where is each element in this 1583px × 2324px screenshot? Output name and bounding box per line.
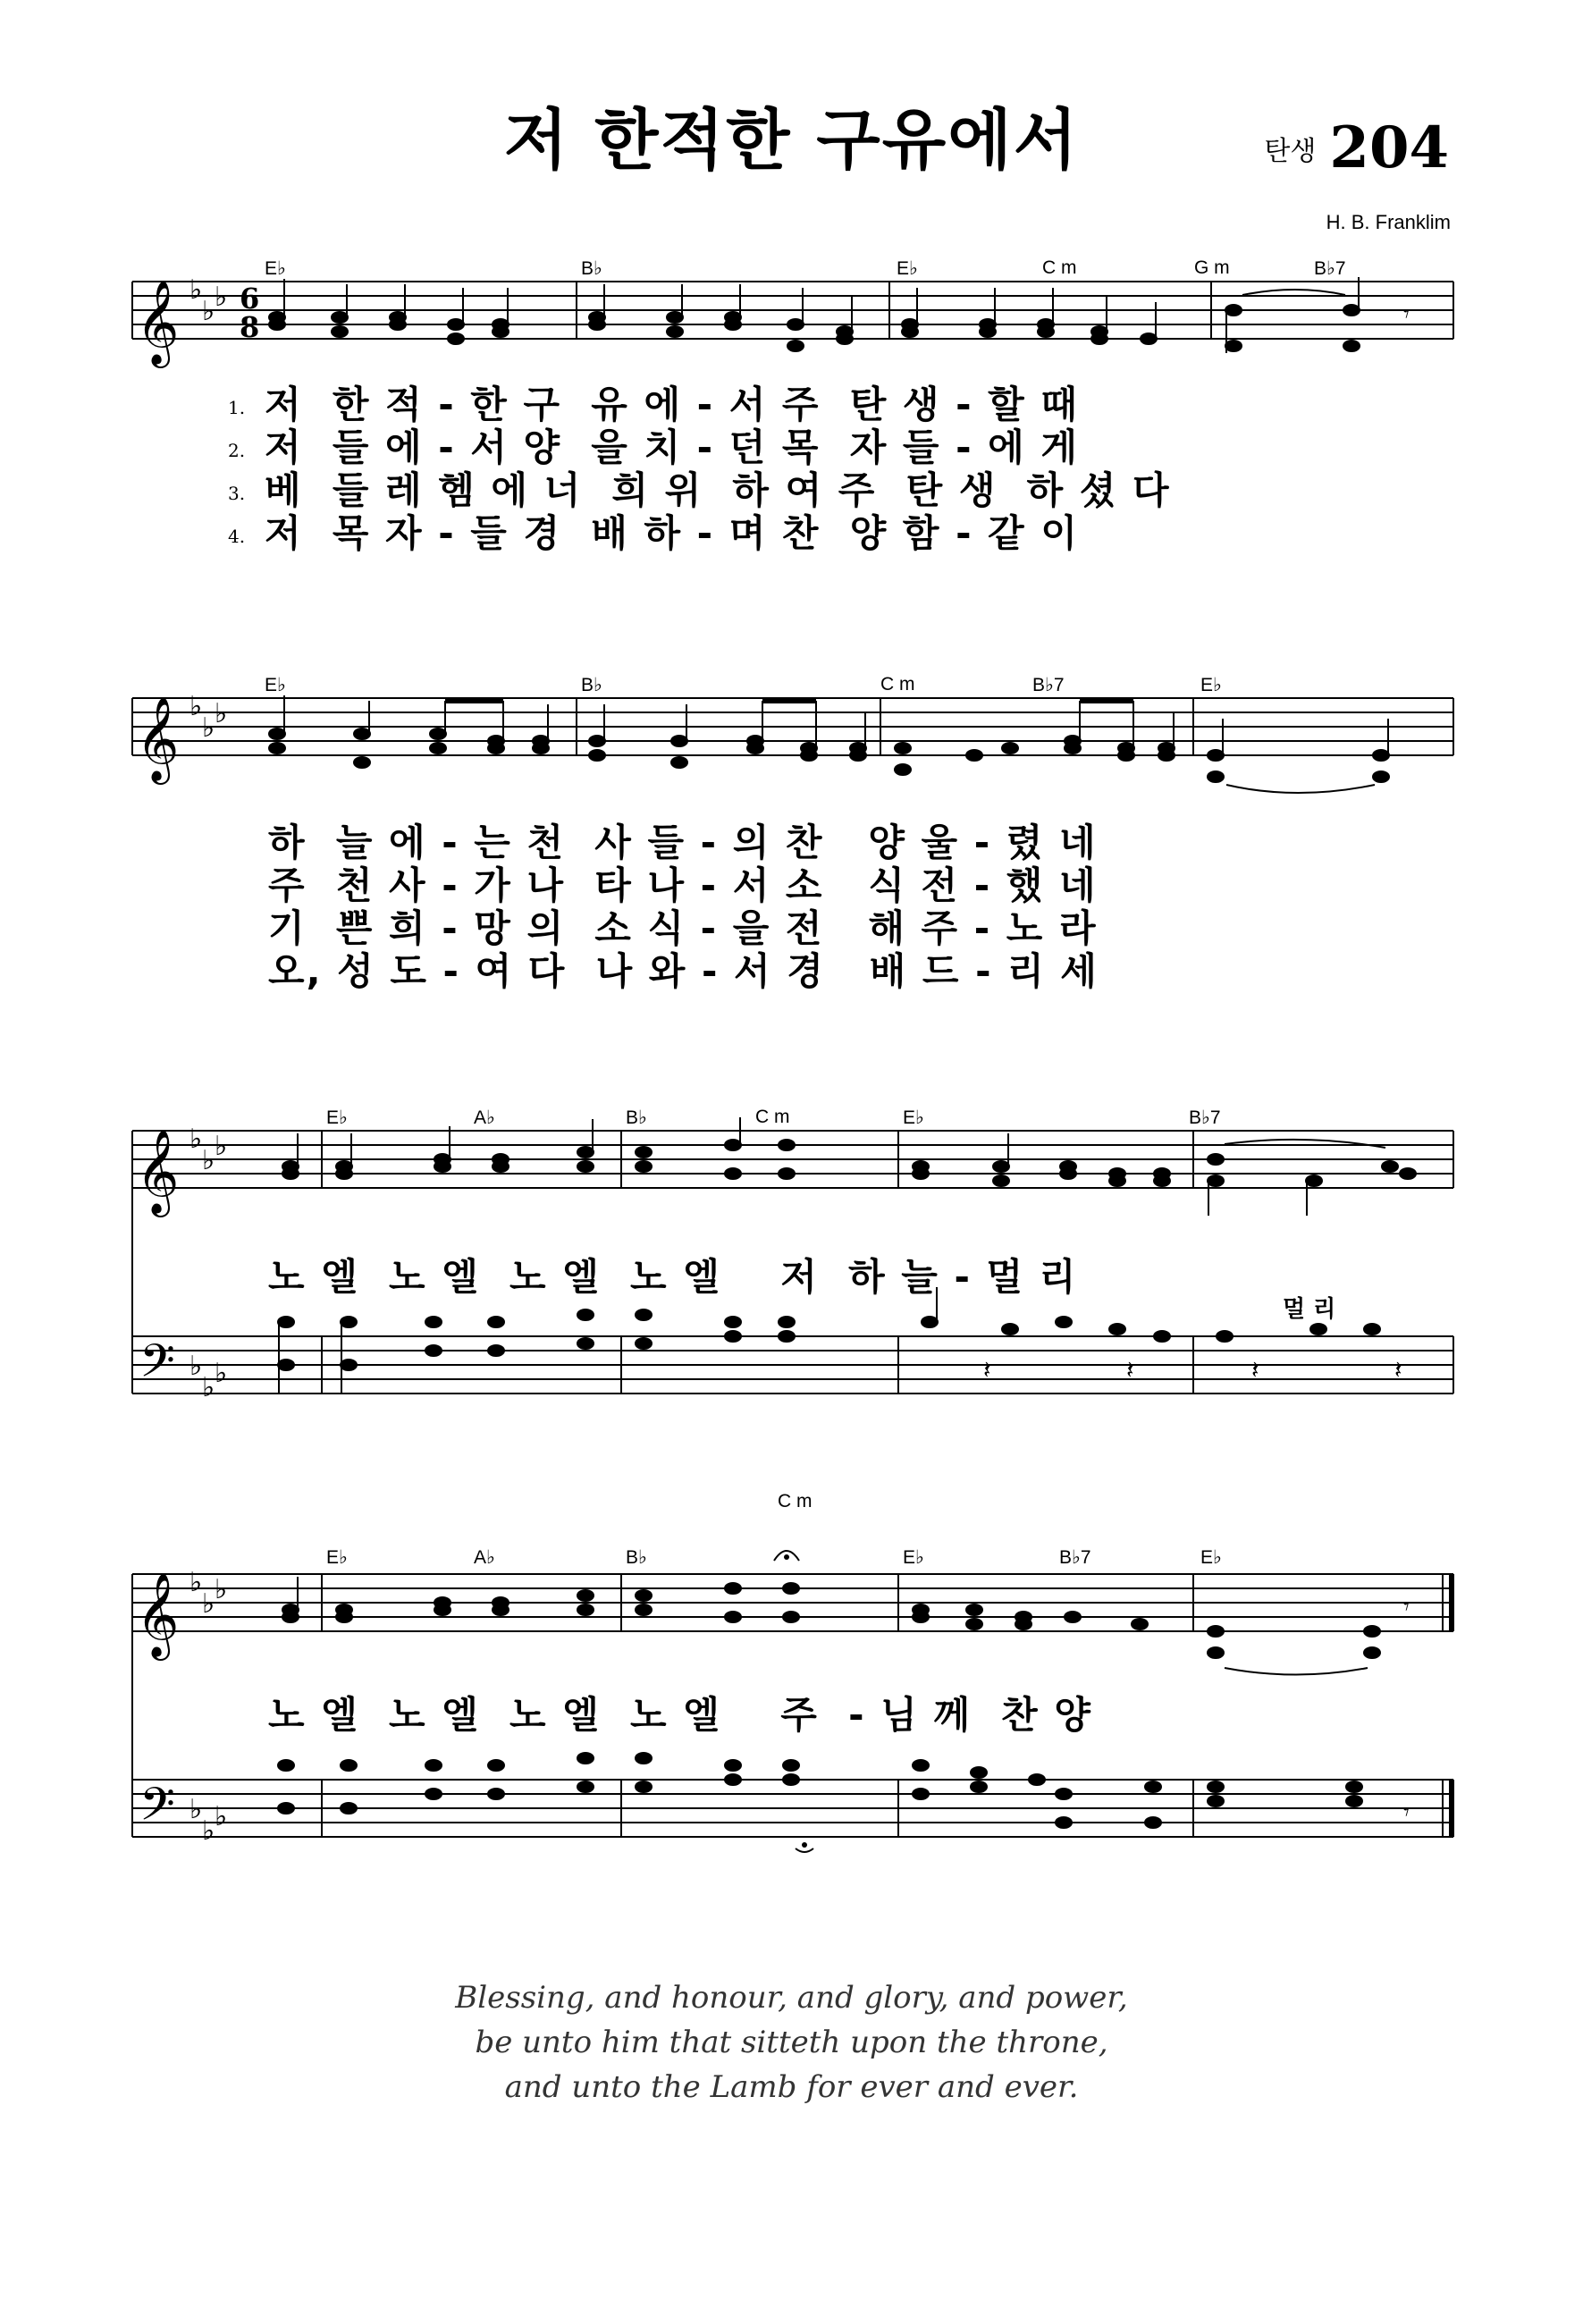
hymn-number-block xyxy=(1264,114,1449,181)
lyric-verse-4: 저 목 자 - 들 경 배 하 - 며 찬 양 함 - 같 이 xyxy=(265,511,1079,555)
svg-text:𝄞: 𝄞 xyxy=(136,1572,180,1657)
svg-text:𝄢: 𝄢 xyxy=(139,1777,175,1842)
svg-text:♭: ♭ xyxy=(202,1372,215,1403)
chord-symbol: C m xyxy=(755,1107,790,1127)
svg-text:𝄽: 𝄽 xyxy=(983,1355,991,1385)
svg-text:♭: ♭ xyxy=(215,1358,228,1389)
chord-symbol: B♭ xyxy=(581,258,602,279)
chord-symbol: E♭ xyxy=(903,1547,924,1568)
chord-symbol: E♭ xyxy=(265,258,286,279)
lyric-verse-3: 기 쁜 희 - 망 의 소 식 - 을 전 해 주 - 노 라 xyxy=(268,906,1098,950)
svg-text:6: 6 xyxy=(240,282,260,316)
scripture-quote xyxy=(0,1975,1583,2109)
lyric-verse-1: 하 늘 에 - 는 천 사 들 - 의 찬 양 울 - 렸 네 xyxy=(268,821,1098,864)
svg-text:♭: ♭ xyxy=(189,691,203,722)
svg-text:♭: ♭ xyxy=(215,282,228,313)
chord-symbol: E♭ xyxy=(903,1107,924,1128)
hymn-title: 저 한적한 구유에서 xyxy=(503,102,1080,179)
chord-symbol: B♭7 xyxy=(1189,1107,1221,1128)
refrain-lyric: 노 엘 노 엘 노 엘 노 엘 저 하 늘 - 멀 리 xyxy=(268,1255,1078,1299)
svg-text:𝄽: 𝄽 xyxy=(1251,1355,1259,1385)
chord-symbol: B♭7 xyxy=(1314,258,1346,279)
chord-symbol: E♭ xyxy=(265,675,286,695)
chord-symbol: A♭ xyxy=(474,1107,495,1128)
grand-staff-system-4 xyxy=(0,1516,1583,1856)
chord-symbol: C m xyxy=(778,1491,813,1511)
svg-text:𝄾: 𝄾 xyxy=(1403,1799,1410,1826)
svg-text:𝄞: 𝄞 xyxy=(136,696,180,781)
svg-text:♭: ♭ xyxy=(202,1145,215,1176)
verse-number: 2. xyxy=(228,440,246,461)
chord-symbol: B♭ xyxy=(626,1107,647,1128)
svg-text:♭: ♭ xyxy=(215,698,228,729)
chord-symbol: E♭ xyxy=(326,1107,348,1128)
chord-symbol: B♭7 xyxy=(1059,1547,1091,1568)
svg-text:𝄞: 𝄞 xyxy=(136,280,180,365)
svg-text:𝄢: 𝄢 xyxy=(139,1334,175,1399)
chord-symbol: A♭ xyxy=(474,1547,495,1568)
lyric-verse-2: 주 천 사 - 가 나 타 나 - 서 소 식 전 - 했 네 xyxy=(268,863,1098,907)
chord-symbol: E♭ xyxy=(326,1547,348,1568)
svg-text:♭: ♭ xyxy=(189,1124,203,1155)
refrain-lyric: 노 엘 노 엘 노 엘 노 엘 주 - 님 께 찬 양 xyxy=(268,1693,1092,1737)
svg-text:♭: ♭ xyxy=(202,712,215,744)
chord-symbol: E♭ xyxy=(1200,675,1222,695)
svg-text:𝄾: 𝄾 xyxy=(1403,1594,1410,1621)
bass-lyric: 멀 리 xyxy=(1283,1296,1336,1323)
lyric-verse-2: 저 들 에 - 서 양 을 치 - 던 목 자 들 - 에 게 xyxy=(265,425,1079,469)
chord-symbol: C m xyxy=(880,674,915,695)
svg-text:𝄾: 𝄾 xyxy=(1403,301,1410,328)
lyric-verse-3: 베 들 레 헴 에 너 희 위 하 여 주 탄 생 하 셨 다 xyxy=(265,468,1171,512)
svg-text:♭: ♭ xyxy=(202,296,215,327)
svg-text:♭: ♭ xyxy=(189,1794,203,1825)
svg-text:𝄽: 𝄽 xyxy=(1126,1355,1134,1385)
svg-text:♭: ♭ xyxy=(189,1351,203,1382)
verse-number: 1. xyxy=(228,397,246,418)
lyric-verse-1: 저 한 적 - 한 구 유 에 - 서 주 탄 생 - 할 때 xyxy=(265,383,1079,426)
lyric-verse-4: 오, 성 도 - 여 다 나 와 - 서 경 배 드 - 리 세 xyxy=(268,949,1099,993)
verse-number: 3. xyxy=(228,483,246,504)
chord-symbol: E♭ xyxy=(897,258,918,279)
svg-text:♭: ♭ xyxy=(189,274,203,306)
svg-text:♭: ♭ xyxy=(202,1588,215,1620)
svg-text:♭: ♭ xyxy=(202,1815,215,1847)
svg-text:8: 8 xyxy=(240,310,260,344)
treble-staff-system-2 xyxy=(0,685,1583,819)
scripture-line: Blessing, and honour, and glory, and power, xyxy=(455,1980,1128,2016)
svg-text:𝄞: 𝄞 xyxy=(136,1129,180,1214)
composer-credit: H. B. Franklim xyxy=(1326,211,1451,233)
verse-number: 4. xyxy=(228,526,246,547)
chord-symbol: B♭ xyxy=(626,1547,647,1568)
chord-symbol: G m xyxy=(1194,257,1230,278)
chord-symbol: E♭ xyxy=(1200,1547,1222,1568)
hymn-category-label: 탄생 xyxy=(1264,135,1317,167)
chord-symbol: C m xyxy=(1042,257,1077,278)
chord-symbol: B♭ xyxy=(581,675,602,695)
svg-text:♭: ♭ xyxy=(189,1567,203,1598)
svg-text:♭: ♭ xyxy=(215,1574,228,1605)
svg-text:♭: ♭ xyxy=(215,1131,228,1162)
scripture-line: be unto him that sitteth upon the throne, xyxy=(475,2025,1108,2060)
svg-text:𝄽: 𝄽 xyxy=(1394,1355,1402,1385)
hymn-number: 204 xyxy=(1329,114,1449,181)
scripture-line: and unto the Lamb for ever and ever. xyxy=(504,2069,1079,2105)
svg-text:♭: ♭ xyxy=(215,1801,228,1832)
chord-symbol: B♭7 xyxy=(1032,675,1065,695)
